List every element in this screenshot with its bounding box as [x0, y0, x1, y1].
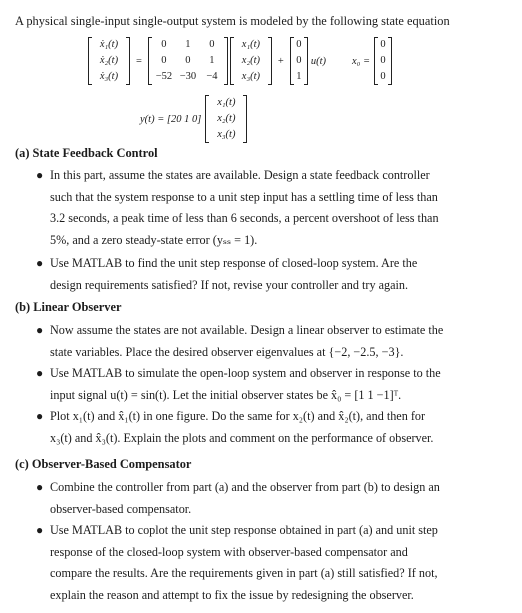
- a-3-1: −52: [155, 71, 173, 82]
- plus-sign: +: [277, 55, 284, 67]
- paragraph-a2: [50, 253, 508, 296]
- initial-state-label: x₀ =: [352, 55, 371, 67]
- b-vector: [290, 36, 308, 86]
- line: such that the system response to a unit step input has a settling time of less than: [50, 189, 438, 204]
- line: input signal u(t) = sin(t). Let the initial observer states be x̂₀ = [1 1 −1]ᵀ.: [50, 387, 402, 402]
- input-u: u(t): [310, 55, 327, 67]
- line: observer-based compensator.: [50, 501, 192, 516]
- paragraph-a1: [50, 165, 508, 251]
- lhs-2: ẋ₂(t): [99, 55, 119, 66]
- bullet-b1: ●: [36, 323, 44, 337]
- state-vector: [230, 36, 272, 86]
- x-2: x₂(t): [241, 55, 261, 66]
- x-1: x₁(t): [241, 39, 261, 50]
- paragraph-b1: [50, 320, 508, 363]
- line: Combine the controller from part (a) and the observer from part (b) to design an: [50, 480, 440, 494]
- line: In this part, assume the states are available. Design a state feedback controller: [50, 168, 430, 182]
- lhs-1: ẋ₁(t): [99, 39, 119, 50]
- bullet-b3: ●: [36, 409, 44, 423]
- lhs-3: ẋ₃(t): [99, 71, 119, 82]
- output-lhs: y(t) = [20 1 0]: [140, 113, 202, 125]
- a-3-2: −30: [179, 71, 197, 82]
- line: Use MATLAB to simulate the open-loop system and observer in response to the: [50, 366, 441, 380]
- line: 5%, and a zero steady-state error (yₛₛ = 1).: [50, 232, 258, 247]
- x0-3: 0: [380, 71, 386, 82]
- a-3-3: −4: [206, 71, 218, 82]
- a-2-1: 0: [161, 55, 167, 66]
- output-equation: [140, 92, 247, 146]
- ox-2: x₂(t): [217, 113, 236, 124]
- line: response of the closed-loop system with observer-based compensator and: [50, 544, 408, 559]
- initial-state-vector: [374, 36, 392, 86]
- paragraph-c2: [50, 520, 508, 606]
- bullet-a1: ●: [36, 168, 44, 182]
- line: Use MATLAB to coplot the unit step response obtained in part (a) and unit step: [50, 523, 438, 537]
- line: Plot x₁(t) and x̂₁(t) in one figure. Do the same for x₂(t) and x̂₂(t), and then for: [50, 409, 426, 423]
- equals-sign: =: [136, 55, 142, 67]
- a-1-3: 0: [209, 39, 215, 50]
- section-a-heading: (a) State Feedback Control: [15, 146, 158, 160]
- a-matrix: [148, 36, 228, 86]
- line: Now assume the states are not available. Design a linear observer to estimate the: [50, 323, 444, 337]
- paragraph-c1: [50, 477, 508, 520]
- bullet-b2: ●: [36, 366, 44, 380]
- state-derivative-vector: [88, 36, 130, 86]
- a-1-1: 0: [161, 39, 167, 50]
- paragraph-b2: [50, 363, 508, 406]
- b-1: 0: [296, 39, 302, 50]
- x-3: x₃(t): [241, 71, 261, 82]
- line: x₃(t) and x̂₃(t). Explain the plots and comment on the performance of observer.: [50, 430, 434, 445]
- line: 3.2 seconds, a peak time of less than 6 seconds, a percent overshoot of less than: [50, 211, 439, 226]
- line: Use MATLAB to find the unit step response of closed-loop system. Are the: [50, 256, 418, 270]
- b-2: 0: [296, 55, 302, 66]
- section-b-heading: (b) Linear Observer: [15, 300, 122, 314]
- paragraph-b3: [50, 406, 508, 449]
- bullet-c1: ●: [36, 480, 44, 494]
- a-2-2: 0: [185, 55, 191, 66]
- x0-1: 0: [380, 39, 386, 50]
- output-state-vector: [205, 94, 247, 144]
- a-2-3: 1: [209, 55, 215, 66]
- line: state variables. Place the desired observer eigenvalues at {−2, −2.5, −3}.: [50, 344, 404, 359]
- section-c-heading: (c) Observer-Based Compensator: [15, 457, 192, 471]
- ox-3: x₃(t): [217, 129, 236, 140]
- line: explain the reason and attempt to fix the issue by redesigning the observer.: [50, 587, 414, 602]
- line: design requirements satisfied? If not, revise your controller and try again.: [50, 277, 409, 292]
- bullet-c2: ●: [36, 523, 44, 537]
- state-equation: [88, 34, 392, 88]
- problem-intro: A physical single-input single-output system is modeled by the following state equation: [15, 14, 450, 28]
- a-1-2: 1: [185, 39, 191, 50]
- ox-1: x₁(t): [217, 97, 236, 108]
- b-3: 1: [296, 71, 302, 82]
- bullet-a2: ●: [36, 256, 44, 270]
- line: compare the results. Are the requirements given in part (a) still satisfied? If not,: [50, 566, 438, 581]
- x0-2: 0: [380, 55, 386, 66]
